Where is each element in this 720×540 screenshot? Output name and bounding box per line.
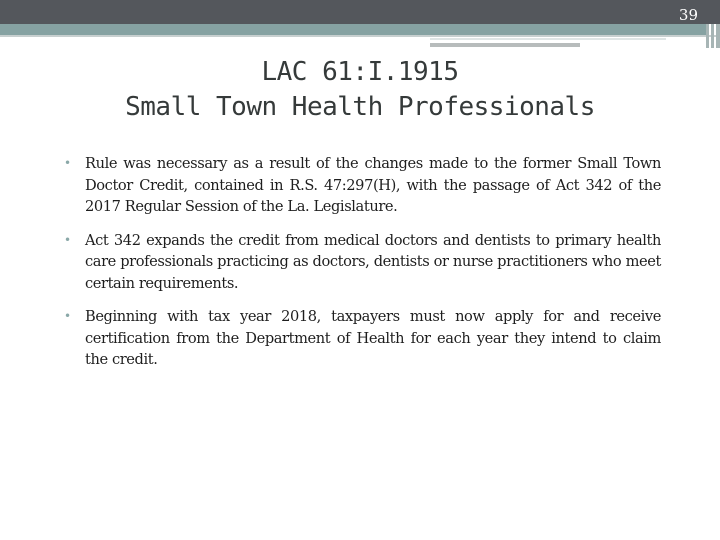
slide-title	[0, 55, 720, 125]
decorative-strip	[711, 24, 714, 48]
bullet-list	[64, 153, 661, 383]
header-band	[0, 0, 720, 24]
bullet-text: Rule was necessary as a result of the changes made to the former Small Town Doctor Credit, contained in R.S. 47:297(H), with the passage of Act 342 of the 2017 Regular Session of the La. Legislature.	[85, 155, 661, 215]
divider-segment	[430, 43, 580, 47]
bullet-icon: •	[64, 309, 71, 323]
slide-number: 39	[678, 6, 698, 24]
accent-bar	[0, 24, 706, 35]
bullet-item	[64, 153, 661, 218]
decorative-strip	[716, 24, 720, 48]
decorative-strip	[706, 24, 709, 48]
title-line-1: LAC 61:I.1915	[261, 57, 459, 87]
bullet-icon: •	[64, 156, 71, 170]
bullet-text: Act 342 expands the credit from medical doctors and dentists to primary health care professionals practicing as doctors, dentists or nurse practitioners who meet certain requirements.	[85, 231, 661, 292]
divider-line	[0, 35, 720, 37]
divider-line-light	[430, 38, 666, 40]
bullet-icon: •	[64, 232, 71, 247]
bullet-text: Beginning with tax year 2018, taxpayers must now apply for and receive certification from the Department of Health for each year they intend to claim the credit.	[85, 308, 661, 368]
title-line-2: Small Town Health Professionals	[125, 92, 595, 122]
bullet-item	[64, 230, 661, 295]
bullet-item	[64, 306, 661, 371]
